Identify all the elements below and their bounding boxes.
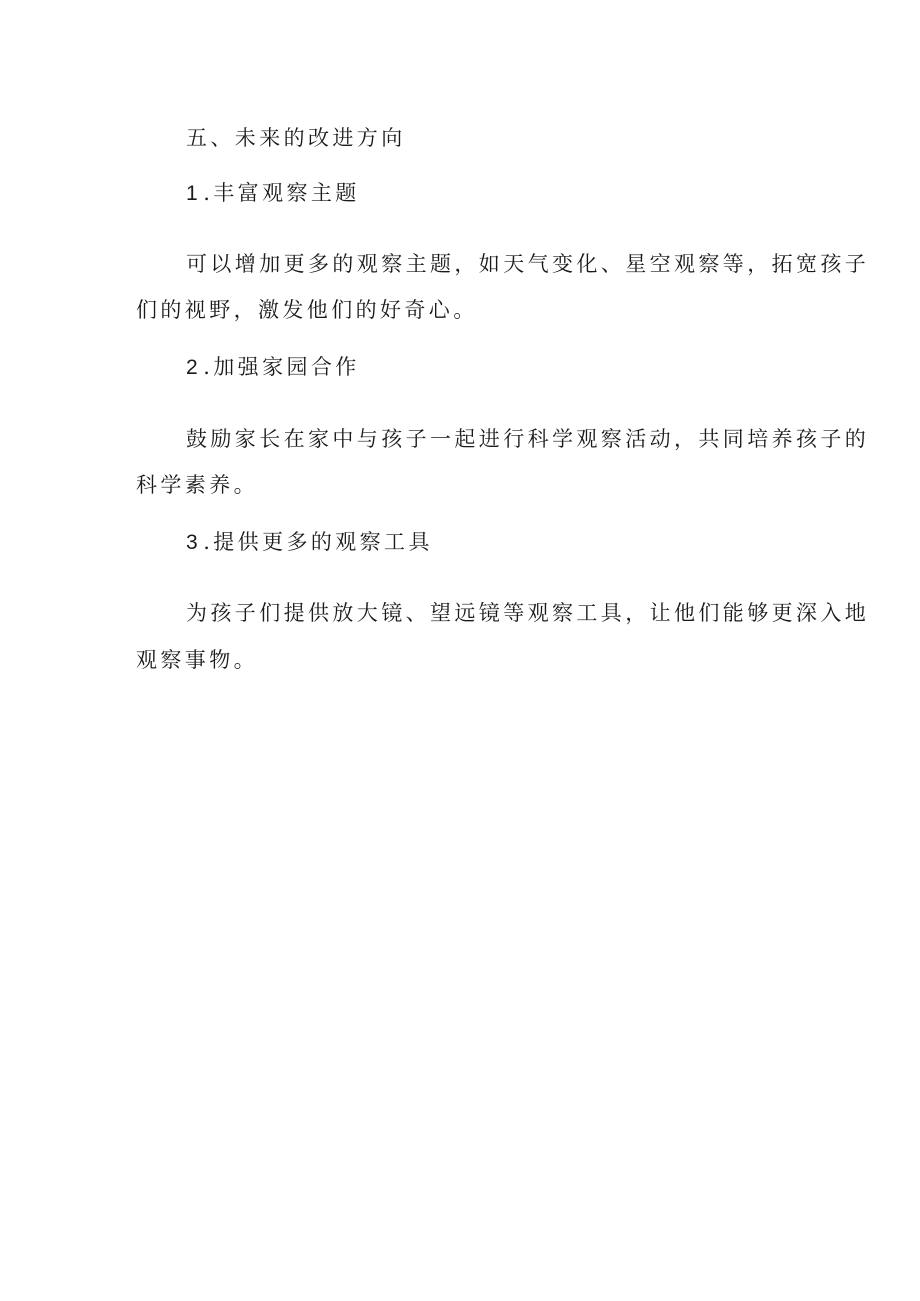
item-2-paragraph-line-2: 科学素养。 xyxy=(136,473,258,497)
item-1-number: 1 xyxy=(186,182,198,205)
item-3-heading xyxy=(186,532,433,553)
item-1-paragraph-line-1: 可以增加更多的观察主题，如天气变化、星空观察等，拓宽孩子 xyxy=(186,252,870,276)
item-3-heading-text: .提供更多的观察工具 xyxy=(203,530,433,554)
item-2-number: 2 xyxy=(186,356,198,379)
item-1-heading xyxy=(186,183,360,204)
item-3-paragraph-line-2: 观察事物。 xyxy=(136,648,258,672)
item-2-paragraph-line-1: 鼓励家长在家中与孩子一起进行科学观察活动，共同培养孩子的 xyxy=(186,427,870,451)
item-2-heading xyxy=(186,357,360,378)
item-2-heading-text: .加强家园合作 xyxy=(203,355,360,379)
item-1-heading-text: .丰富观察主题 xyxy=(203,181,360,205)
section-title: 五、未来的改进方向 xyxy=(186,126,406,150)
item-3-paragraph-line-1: 为孩子们提供放大镜、望远镜等观察工具，让他们能够更深入地 xyxy=(186,601,870,625)
item-3-number: 3 xyxy=(186,531,198,554)
item-1-paragraph-line-2: 们的视野，激发他们的好奇心。 xyxy=(136,298,478,322)
